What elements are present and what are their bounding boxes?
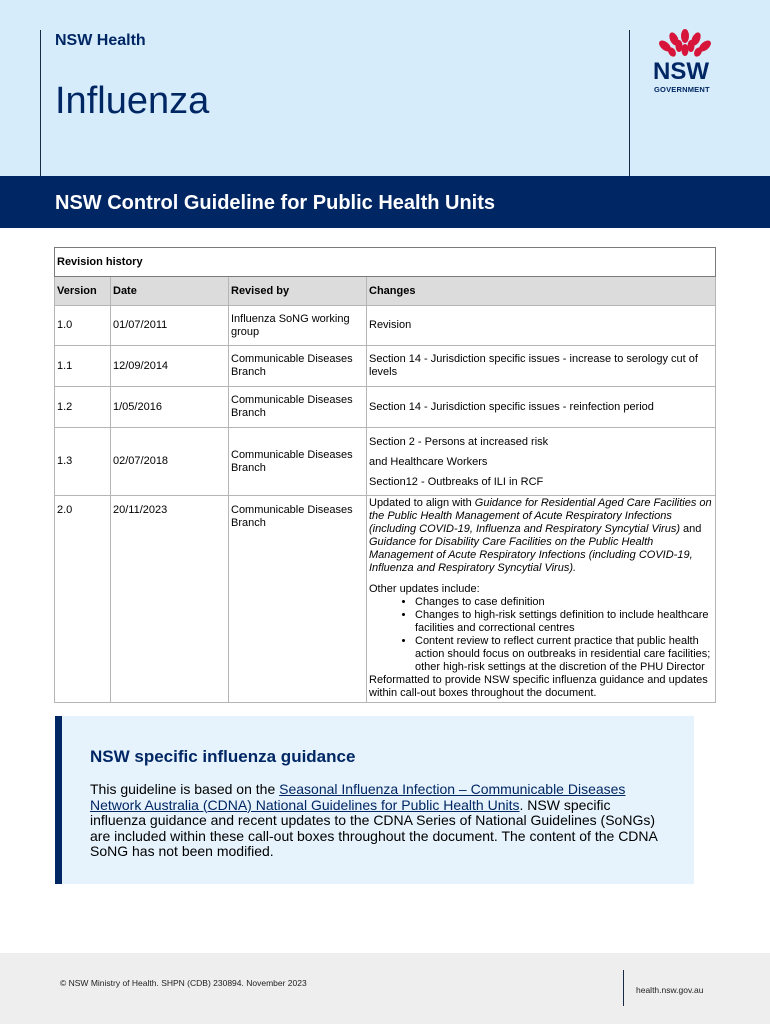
other-updates-label: Other updates include:	[369, 583, 480, 595]
column-header-revised-by: Revised by	[229, 277, 367, 306]
revision-history-table	[54, 247, 715, 703]
website-link[interactable]: health.nsw.gov.au	[636, 985, 704, 995]
callout-body: This guideline is based on the Seasonal Influenza Infection – Communicable Diseases Network Australia (CDNA) National Guidelines for Public Health Units. NSW specific influenza guidance and recent updates to the CDNA Series of National Guidelines (SoNGs) are included within these call-out boxes throughout the document. The content of the CDNA SoNG has not been modified.	[90, 781, 658, 859]
logo-subtext: GOVERNMENT	[654, 85, 710, 94]
table-row	[55, 306, 716, 346]
reformatted-note: Reformatted to provide NSW specific influenza guidance and updates within call-out boxes throughout the document.	[369, 674, 708, 699]
revised-by-cell: Influenza SoNG working group	[229, 306, 367, 346]
changes-cell	[367, 496, 716, 703]
change-line: and Healthcare Workers	[369, 455, 488, 468]
date-cell: 20/11/2023	[111, 496, 229, 703]
header-divider-right	[629, 30, 630, 176]
change-line: Section 2 - Persons at increased risk	[369, 435, 549, 448]
changes-cell: Section 14 - Jurisdiction specific issues - increase to serology cut of levels	[367, 346, 716, 387]
changes-cell	[367, 428, 716, 496]
logo-wordmark: NSW	[653, 58, 709, 85]
column-header-version: Version	[55, 277, 111, 306]
version-cell: 2.0	[55, 496, 111, 703]
changes-cell: Revision	[367, 306, 716, 346]
guideline-title: NSW Control Guideline for Public Health Units	[55, 192, 496, 214]
revised-by-cell: Communicable Diseases Branch	[229, 428, 367, 496]
version-cell: 1.3	[55, 428, 111, 496]
list-item: • Changes to case definition	[415, 596, 713, 609]
footer-divider	[623, 970, 624, 1006]
date-cell: 1/05/2016	[111, 387, 229, 428]
table-row	[55, 346, 716, 387]
revised-by-cell: Communicable Diseases Branch	[229, 387, 367, 428]
table-row	[55, 387, 716, 428]
revised-by-cell: Communicable Diseases Branch	[229, 346, 367, 387]
date-cell: 12/09/2014	[111, 346, 229, 387]
version-cell: 1.1	[55, 346, 111, 387]
version-cell: 1.0	[55, 306, 111, 346]
column-header-changes: Changes	[367, 277, 716, 306]
table-caption: Revision history	[55, 248, 716, 277]
table-row	[55, 496, 716, 703]
revised-by-cell: Communicable Diseases Branch	[229, 496, 367, 703]
table-row	[55, 428, 716, 496]
callout-heading: NSW specific influenza guidance	[90, 747, 356, 766]
changes-paragraph: Updated to align with Guidance for Residential Aged Care Facilities on the Public Health Management of Acute Respiratory Infections (including COVID-19, Influenza and Respiratory Syncytial Virus) and Guidance for Disability Care Facilities on the Public Health Management of Acute Respiratory Infections (including COVID-19, Influenza and Respiratory Syncytial Virus).	[369, 497, 712, 574]
version-cell: 1.2	[55, 387, 111, 428]
change-line: Section12 - Outbreaks of ILI in RCF	[369, 475, 544, 488]
page-title: Influenza	[55, 80, 210, 122]
copyright-notice: © NSW Ministry of Health. SHPN (CDB) 230894. November 2023	[60, 978, 307, 988]
header-divider-left	[40, 30, 41, 176]
column-header-date: Date	[111, 277, 229, 306]
updates-list	[369, 596, 713, 674]
changes-cell: Section 14 - Jurisdiction specific issues - reinfection period	[367, 387, 716, 428]
list-item: • Changes to high-risk settings definition to include healthcare facilities and correctional centres	[415, 609, 713, 635]
cdna-guideline-link[interactable]: Seasonal Influenza Infection – Communicable Diseases Network Australia (CDNA) National Guidelines for Public Health Units	[90, 781, 626, 813]
list-item: • Content review to reflect current practice that public health action should focus on outbreaks in residential care facilities; other high-risk settings at the discretion of the PHU Director	[415, 635, 713, 674]
date-cell: 01/07/2011	[111, 306, 229, 346]
org-name: NSW Health	[55, 32, 146, 49]
date-cell: 02/07/2018	[111, 428, 229, 496]
